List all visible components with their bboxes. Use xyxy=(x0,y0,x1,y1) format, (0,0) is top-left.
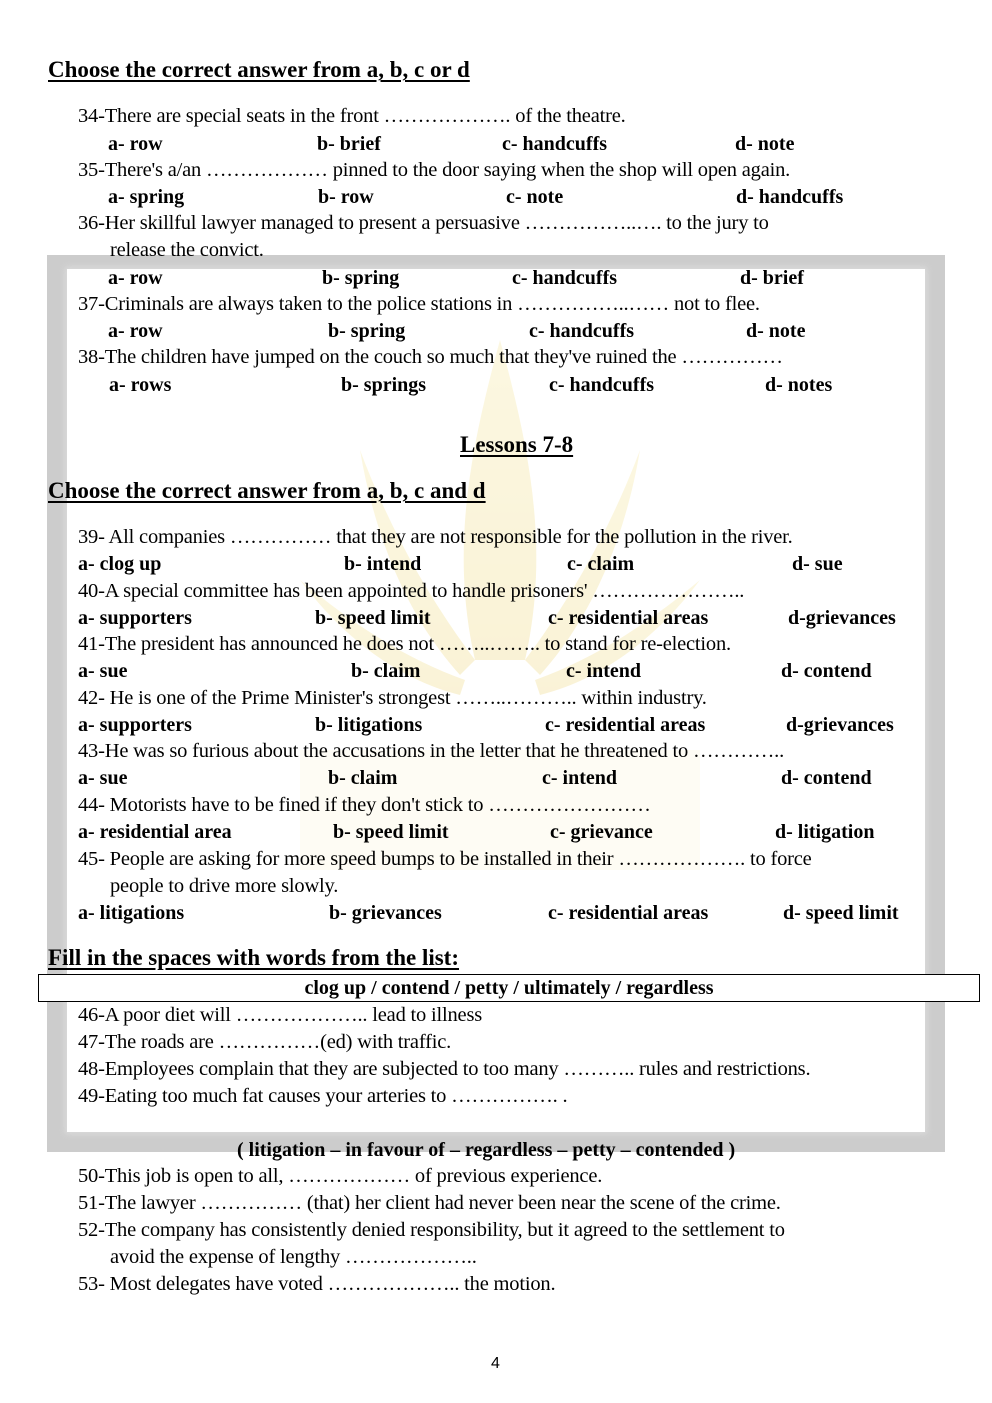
option-d: d-grievances xyxy=(786,714,894,736)
option-c: c- grievance xyxy=(550,821,653,843)
option-c: c- note xyxy=(506,186,564,208)
question-46: 46-A poor diet will ……………….. lead to illness xyxy=(78,1004,483,1026)
option-b: b- spring xyxy=(322,267,400,289)
option-b: b- speed limit xyxy=(333,821,449,843)
question-35: 35-There's a/an ……………… pinned to the door saying when the shop will open again. xyxy=(78,159,791,181)
question-45: 45- People are asking for more speed bumps to be installed in their ………………. to force xyxy=(78,848,812,870)
option-c: c- handcuffs xyxy=(502,133,608,155)
section-heading: Choose the correct answer from a, b, c and d xyxy=(48,478,486,503)
question-48: 48-Employees complain that they are subjected to too many ……….. rules and restrictions. xyxy=(78,1058,811,1080)
option-c: c- intend xyxy=(542,767,617,789)
question-36: 36-Her skillful lawyer managed to present a persuasive ……………..…. to the jury to xyxy=(78,212,769,234)
option-d: d- brief xyxy=(740,267,804,289)
option-a: a- litigations xyxy=(78,902,185,924)
option-d: d- contend xyxy=(781,767,872,789)
option-b: b- spring xyxy=(328,320,406,342)
option-b: b- grievances xyxy=(329,902,442,924)
option-a: a- row xyxy=(108,133,163,155)
option-a: a- clog up xyxy=(78,553,162,575)
question-52-continuation: avoid the expense of lengthy ……………….. xyxy=(110,1246,477,1268)
option-b: b- claim xyxy=(328,767,398,789)
question-34: 34-There are special seats in the front ………………. of the theatre. xyxy=(78,105,626,127)
question-52: 52-The company has consistently denied responsibility, but it agreed to the settlement to xyxy=(78,1219,785,1241)
option-a: a- supporters xyxy=(78,714,192,736)
option-d: d- litigation xyxy=(775,821,875,843)
option-a: a- sue xyxy=(78,767,128,789)
question-45-continuation: people to drive more slowly. xyxy=(110,875,339,897)
option-d: d- note xyxy=(746,320,806,342)
option-d: d- contend xyxy=(781,660,872,682)
question-36-continuation: release the convict. xyxy=(110,239,264,261)
option-c: c- handcuffs xyxy=(512,267,618,289)
question-37: 37-Criminals are always taken to the police stations in ……………..…… not to flee. xyxy=(78,293,760,315)
option-c: c- intend xyxy=(566,660,641,682)
question-40: 40-A special committee has been appointed to handle prisoners' ………………….. xyxy=(78,580,745,602)
option-a: a- row xyxy=(108,267,163,289)
section-heading: Fill in the spaces with words from the list: xyxy=(48,945,460,970)
lessons-title: Lessons 7-8 xyxy=(460,432,574,457)
option-b: b- springs xyxy=(341,374,427,396)
option-c: c- handcuffs xyxy=(529,320,635,342)
option-d: d- speed limit xyxy=(783,902,899,924)
option-d: d- notes xyxy=(765,374,833,396)
option-c: c- claim xyxy=(567,553,635,575)
word-list: ( litigation – in favour of – regardless – petty – contended ) xyxy=(237,1139,736,1161)
option-a: a- residential area xyxy=(78,821,232,843)
question-50: 50-This job is open to all, ……………… of previous experience. xyxy=(78,1165,603,1187)
section-heading: Choose the correct answer from a, b, c or d xyxy=(48,57,470,82)
question-44: 44- Motorists have to be fined if they don't stick to …………………… xyxy=(78,794,651,816)
question-38: 38-The children have jumped on the couch so much that they've ruined the …………… xyxy=(78,346,783,368)
option-b: b- row xyxy=(318,186,374,208)
question-43: 43-He was so furious about the accusations in the letter that he threatened to ………….. xyxy=(78,740,784,762)
option-d: d- sue xyxy=(792,553,843,575)
option-d: d-grievances xyxy=(788,607,896,629)
option-b: b- claim xyxy=(351,660,421,682)
option-a: a- spring xyxy=(108,186,185,208)
question-53: 53- Most delegates have voted ……………….. the motion. xyxy=(78,1273,556,1295)
page-number: 4 xyxy=(491,1355,500,1372)
option-a: a- supporters xyxy=(78,607,192,629)
question-47: 47-The roads are ……………(ed) with traffic. xyxy=(78,1031,452,1053)
option-b: b- speed limit xyxy=(315,607,431,629)
option-c: c- residential areas xyxy=(545,714,706,736)
question-42: 42- He is one of the Prime Minister's strongest ……..……….. within industry. xyxy=(78,687,707,709)
option-b: b- intend xyxy=(344,553,422,575)
option-d: d- handcuffs xyxy=(736,186,844,208)
option-c: c- residential areas xyxy=(548,902,709,924)
option-a: a- rows xyxy=(109,374,172,396)
option-a: a- sue xyxy=(78,660,128,682)
option-c: c- handcuffs xyxy=(549,374,655,396)
option-d: d- note xyxy=(735,133,795,155)
option-b: b- brief xyxy=(317,133,381,155)
question-41: 41-The president has announced he does not ……..…….. to stand for re-election. xyxy=(78,633,731,655)
question-51: 51-The lawyer …………… (that) her client had never been near the scene of the crime. xyxy=(78,1192,781,1214)
word-list-box: clog up / contend / petty / ultimately / regardless xyxy=(38,974,980,1002)
question-49: 49-Eating too much fat causes your arteries to ……………. . xyxy=(78,1085,568,1107)
option-a: a- row xyxy=(108,320,163,342)
question-39: 39- All companies …………… that they are not responsible for the pollution in the river. xyxy=(78,526,793,548)
option-c: c- residential areas xyxy=(548,607,709,629)
option-b: b- litigations xyxy=(315,714,423,736)
